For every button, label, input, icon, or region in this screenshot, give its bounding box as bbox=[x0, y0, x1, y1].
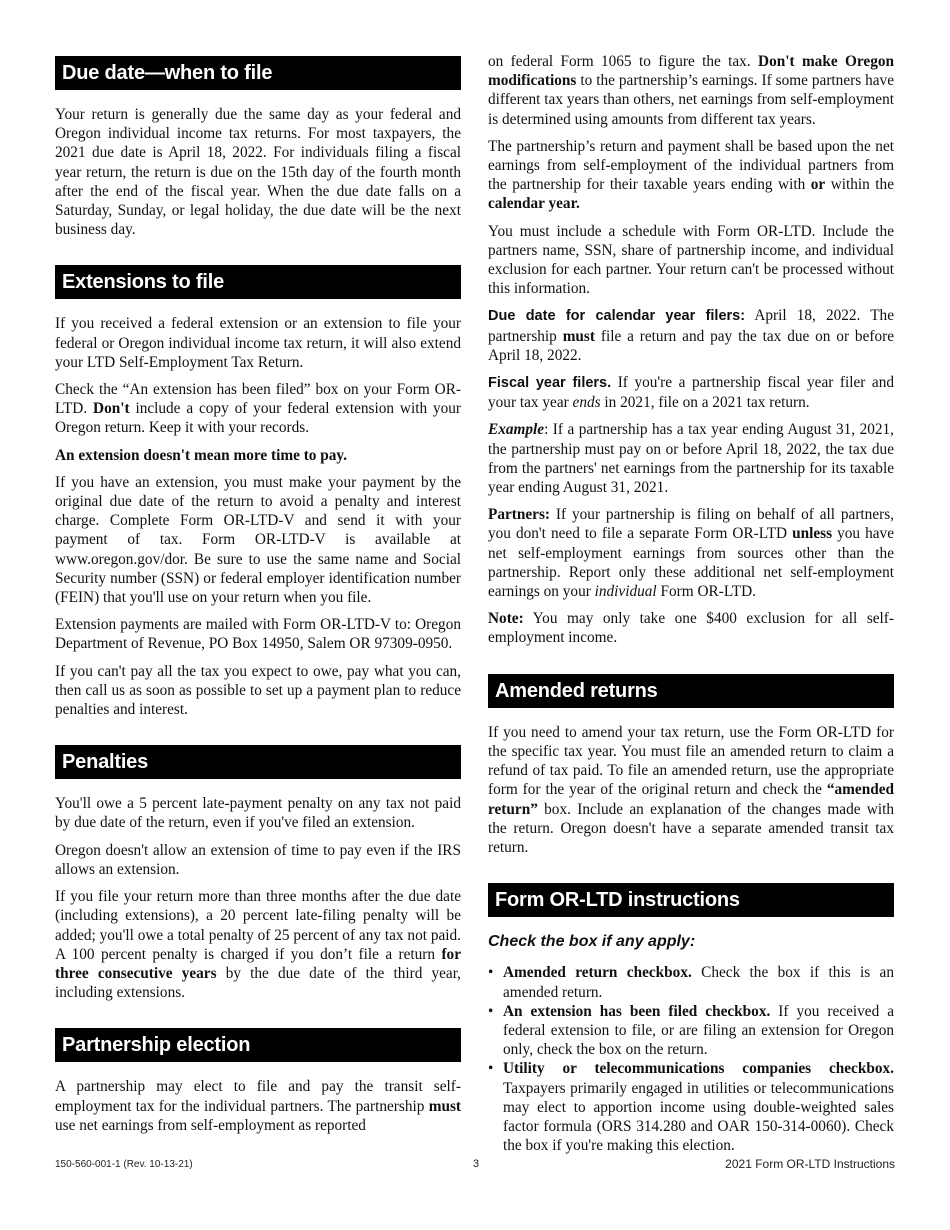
extensions-paragraph-5: Extension payments are mailed with Form OR-LTD-V to: Oregon Department of Revenue, PO Box 14950, Salem OR 97309-0950. bbox=[55, 616, 461, 653]
list-item: • Amended return checkbox. Check the box if this is an amended return. bbox=[488, 963, 894, 1001]
amended-paragraph: If you need to amend your tax return, use the Form OR-LTD for the specific tax year. You must file an amended return to claim a refund of tax paid. To file an amended return, use the appropriate form for the year of the original return and check the “amended return” box. Include an explanation of the changes made with the return. Oregon doesn't have a separate amended transit tax return. bbox=[488, 723, 894, 856]
list-item: • An extension has been filed checkbox. If you received a federal extension to file, or are filing an extension for Oregon only, check the box on the return. bbox=[488, 1002, 894, 1060]
page-number: 3 bbox=[473, 1158, 480, 1170]
extensions-paragraph-2: Check the “An extension has been filed” box on your Form OR-LTD. Don't include a copy of your federal extension with your Oregon return. Keep it with your records. bbox=[55, 381, 461, 437]
extensions-paragraph-4: If you have an extension, you must make your payment by the original due date of the return to avoid a penalty and interest charge. Complete Form OR-LTD-V and send it with your payment of tax. Form OR-LTD-V is available at www.oregon.gov/dor. Be sure to use the same name and Social Security number (SSN) or federal employer identification number (FEIN) that you'll use on your return when you file. bbox=[55, 473, 461, 607]
partnership-paragraph-1: A partnership may elect to file and pay the transit self-employment tax for the individual partners. The partnership must use net earnings from self-employment as reported bbox=[55, 1078, 461, 1134]
heading-amended-returns: Amended returns bbox=[488, 674, 894, 708]
footer-title: 2021 Form OR-LTD Instructions bbox=[725, 1157, 895, 1171]
extensions-paragraph-1: If you received a federal extension or an extension to file your federal or Oregon individual income tax return, it will also extend your LTD Self-Employment Tax Return. bbox=[55, 315, 461, 371]
partnership-due-date: Due date for calendar year filers: April 18, 2022. The partnership must file a return and pay the tax due on or before April 18, 2022. bbox=[488, 307, 894, 364]
extensions-note: An extension doesn't mean more time to pay. bbox=[55, 446, 348, 464]
partnership-paragraph-3: You must include a schedule with Form OR-LTD. Include the partners name, SSN, share of partnership income, and individual exclusion for each partner. Your return can't be processed without this information. bbox=[488, 222, 894, 298]
partnership-note: Note: You may only take one $400 exclusion for all self-employment income. bbox=[488, 610, 894, 647]
list-item: • Utility or telecommunications companies checkbox. Taxpayers primarily engaged in utilities or telecommunications may elect to apportion income using double-weighted sales factor formula (ORS 314.280 and OAR 150-314-0060). Check the box if you're making this election. bbox=[488, 1059, 894, 1155]
page-footer bbox=[55, 1155, 895, 1169]
partnership-paragraph-cont: on federal Form 1065 to figure the tax. Don't make Oregon modifications to the partnership’s earnings. If some partners have different tax years than others, net earnings from self-employment is determined using amounts from different tax years. bbox=[488, 53, 894, 128]
partnership-paragraph-2: The partnership’s return and payment shall be based upon the net earnings from self-employment of the individual partners from the partnership for their taxable years ending with or within the calendar year. bbox=[488, 137, 894, 213]
heading-extensions: Extensions to file bbox=[55, 265, 461, 299]
partnership-example: Example: If a partnership has a tax year ending August 31, 2021, the partnership must pay on or before April 18, 2022, the tax due from the partners' net earnings from the partnership for its taxable year ending August 31, 2021. bbox=[488, 421, 894, 497]
penalties-paragraph-1: You'll owe a 5 percent late-payment penalty on any tax not paid by due date of the return, even if you've filed an extension. bbox=[55, 795, 461, 832]
partnership-partners: Partners: If your partnership is filing on behalf of all partners, you don't need to file a separate Form OR-LTD unless you have net self-employment earnings from sources other than the partnership. Report only these additional net self-employment earnings on your individual Form OR-LTD. bbox=[488, 506, 894, 601]
due-date-paragraph: Your return is generally due the same day as your federal and Oregon individual income tax returns. For most taxpayers, the 2021 due date is April 18, 2022. For individuals filing a fiscal year return, the return is due on the 15th day of the fourth month after the end of the fiscal year. When the due date falls on a Saturday, Sunday, or legal holiday, the due date will be the next business day. bbox=[55, 106, 461, 239]
heading-partnership-election: Partnership election bbox=[55, 1028, 461, 1062]
form-number: 150-560-001-1 (Rev. 10-13-21) bbox=[55, 1159, 193, 1170]
heading-due-date: Due date—when to file bbox=[55, 56, 461, 90]
partnership-fiscal-year: Fiscal year filers. If you're a partnership fiscal year filer and your tax year ends in 2021, file on a 2021 tax return. bbox=[488, 374, 894, 412]
left-column bbox=[55, 52, 461, 1143]
instructions-list bbox=[488, 963, 894, 1155]
penalties-paragraph-2: Oregon doesn't allow an extension of time to pay even if the IRS allows an extension. bbox=[55, 841, 461, 878]
heading-penalties: Penalties bbox=[55, 745, 461, 779]
right-column bbox=[488, 52, 894, 1155]
extensions-paragraph-6: If you can't pay all the tax you expect to owe, pay what you can, then call us as soon as possible to set up a payment plan to reduce penalties and interest. bbox=[55, 662, 461, 719]
penalties-paragraph-3: If you file your return more than three months after the due date (including extensions), a 20 percent late-filing penalty will be added; you'll owe a total penalty of 25 percent of any tax not paid. A 100 percent penalty is charged if you don’t file a return for three consecutive years by the due date of the third year, including extensions. bbox=[55, 888, 462, 1002]
heading-form-instructions: Form OR-LTD instructions bbox=[488, 883, 894, 917]
instructions-subheading: Check the box if any apply: bbox=[488, 933, 696, 951]
